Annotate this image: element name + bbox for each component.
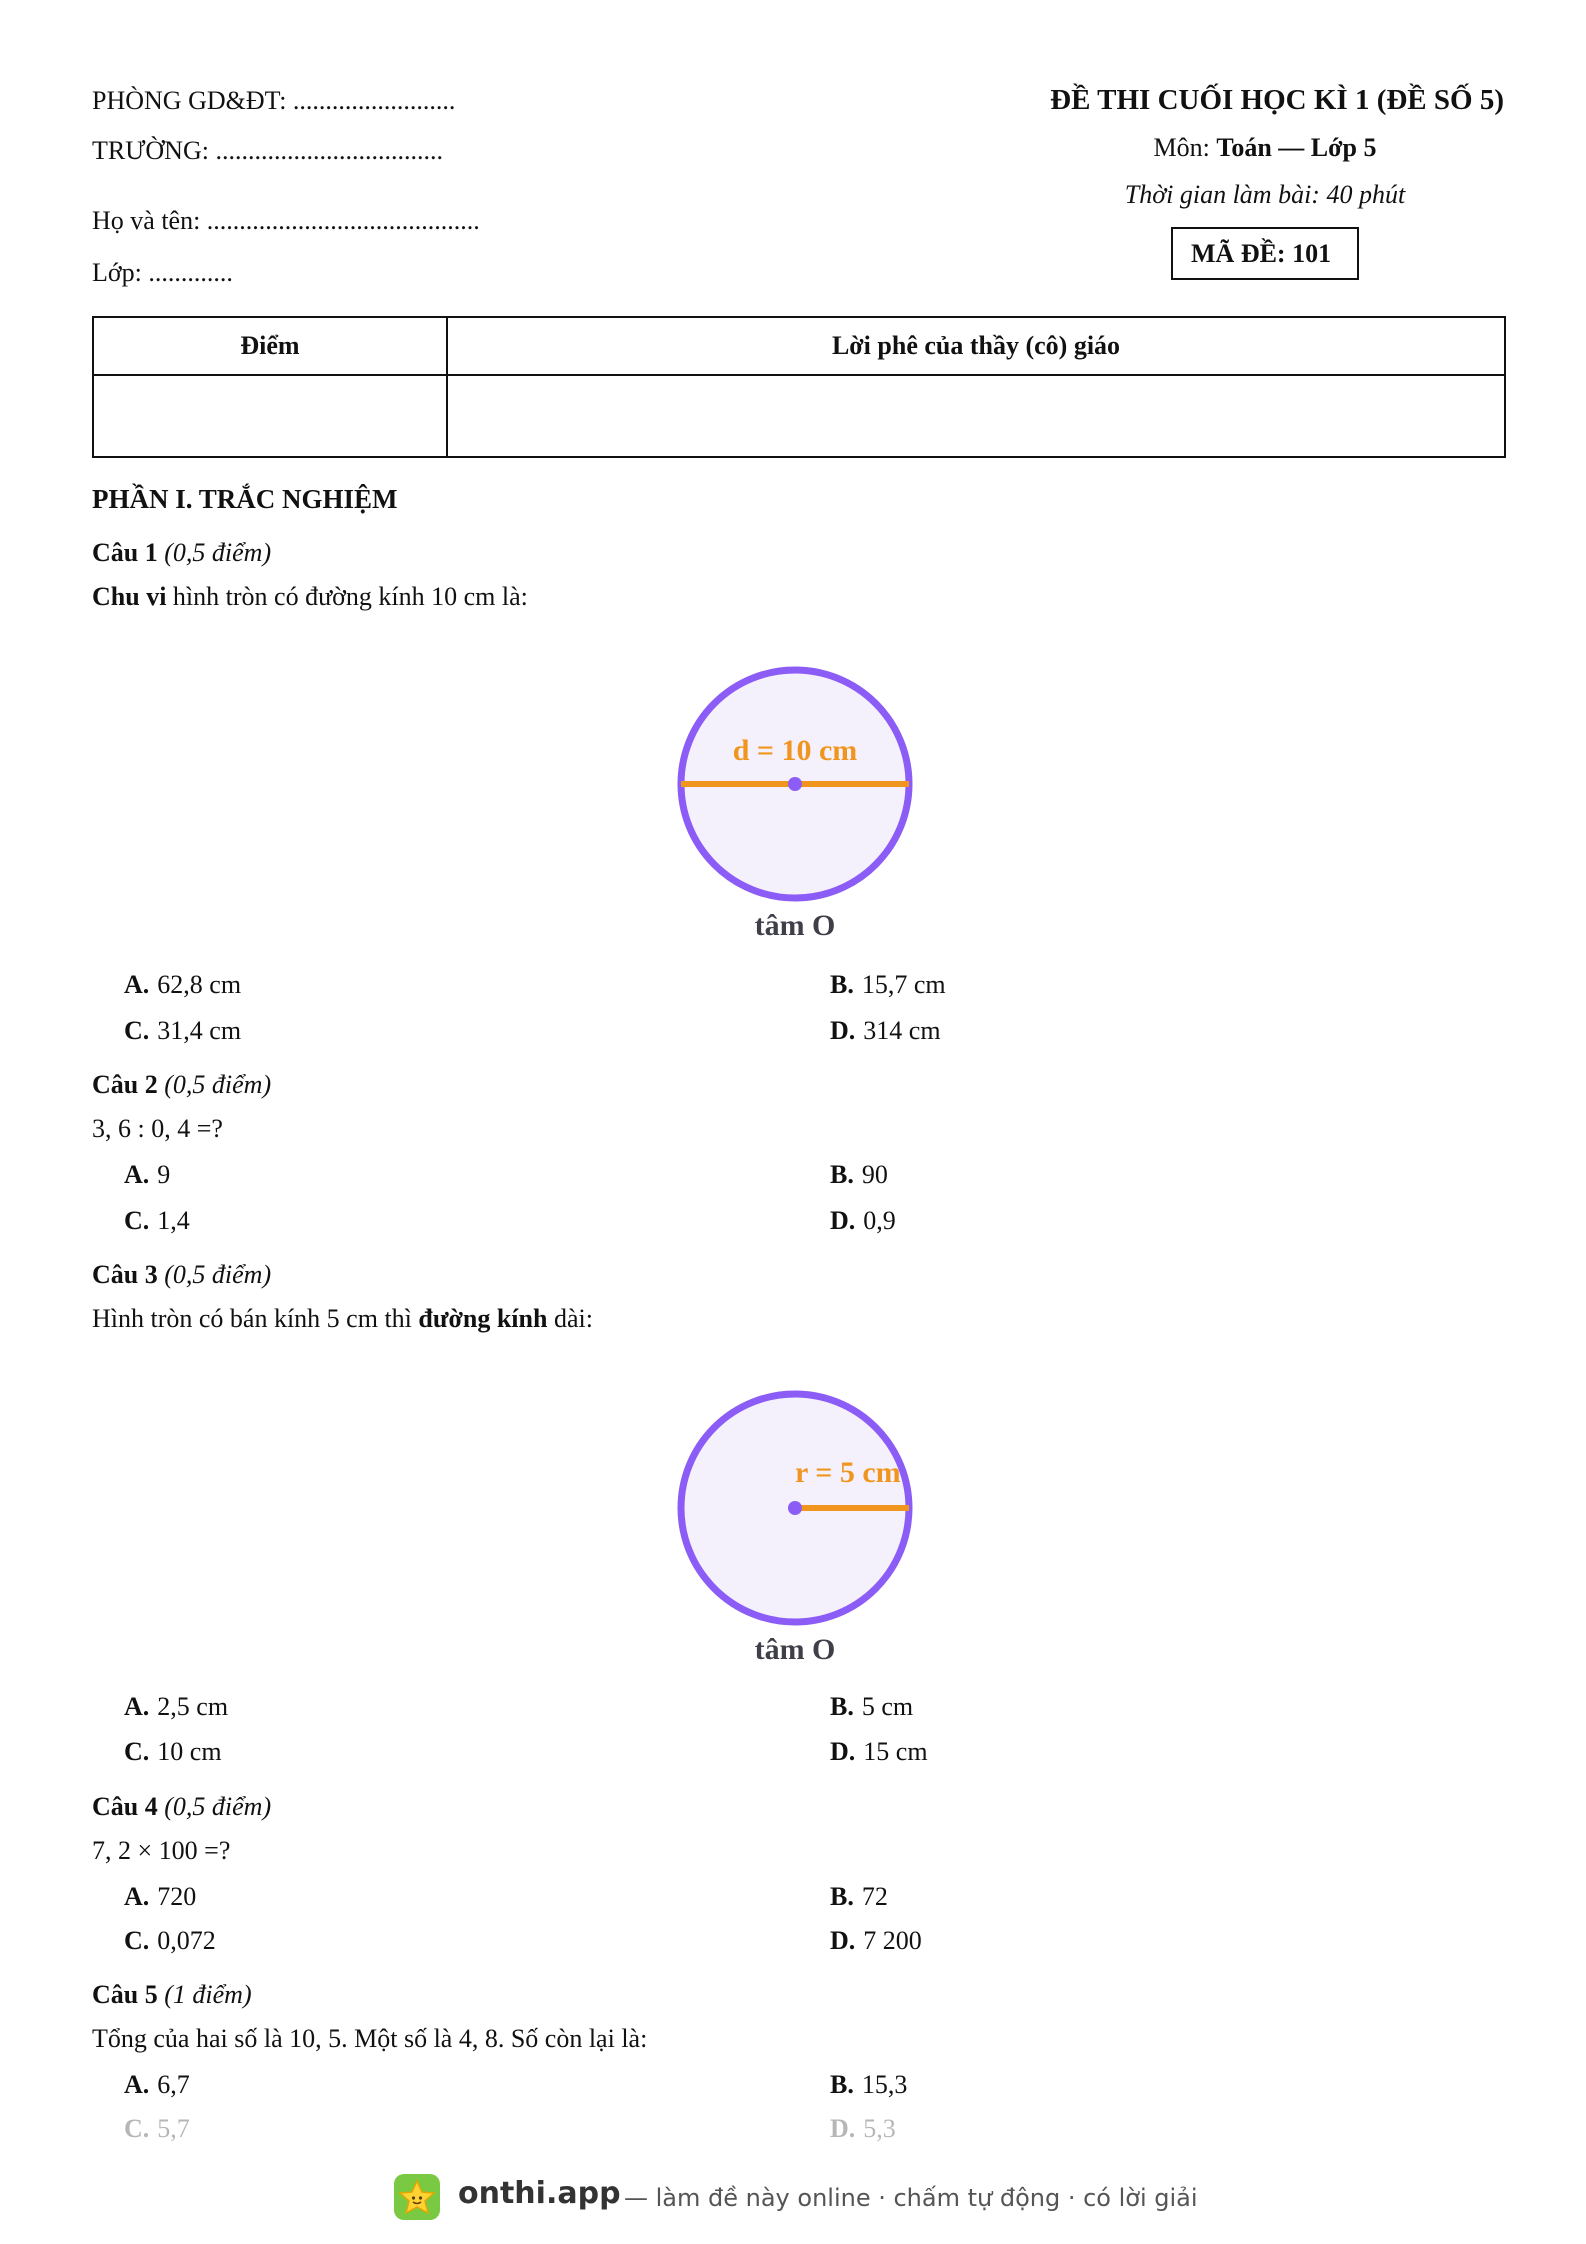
option-a (124, 1882, 196, 1912)
subject-line (1154, 133, 1377, 163)
question-points: (0,5 điểm) (164, 1792, 272, 1821)
option-c (124, 1206, 190, 1236)
question-2-heading (92, 1070, 271, 1100)
question-1-text (92, 582, 528, 612)
exam-title: ĐỀ THI CUỐI HỌC KÌ 1 (ĐỀ SỐ 5) (1050, 84, 1504, 116)
question-3-text (92, 1304, 593, 1334)
option-letter: D. (830, 1016, 856, 1045)
subject-prefix: Môn: (1153, 133, 1217, 162)
circle-radius-figure (660, 1384, 930, 1674)
question-points: (0,5 điểm) (164, 1260, 272, 1289)
option-text: 90 (861, 1160, 888, 1189)
option-letter: D. (830, 1737, 856, 1766)
option-letter: A. (124, 1882, 150, 1911)
footer-brand[interactable]: onthi.app (458, 2176, 621, 2211)
option-text: 1,4 (157, 1206, 190, 1235)
option-text: 7 200 (863, 1926, 922, 1955)
option-text: 10 cm (157, 1737, 222, 1766)
option-a (124, 970, 241, 1000)
center-label: tâm O (754, 1633, 836, 1666)
dept-line: PHÒNG GD&ĐT: ......................... (92, 86, 456, 115)
option-text: 314 cm (863, 1016, 941, 1045)
footer-tagline: — làm đề này online · chấm tự động · có lời giải (624, 2184, 1198, 2212)
option-d (830, 1016, 941, 1046)
score-cell (93, 375, 447, 457)
option-letter: B. (830, 1160, 854, 1189)
question-points: (0,5 điểm) (164, 1070, 272, 1099)
option-d (830, 1926, 922, 1956)
option-c (124, 1016, 241, 1046)
question-4-heading (92, 1792, 271, 1822)
school-line: TRƯỜNG: ................................... (92, 136, 443, 165)
option-letter: A. (124, 1160, 150, 1189)
question-label: Câu 2 (92, 1070, 158, 1099)
option-letter: D. (830, 1926, 856, 1955)
option-letter: C. (124, 2114, 150, 2143)
option-letter: B. (830, 2070, 854, 2099)
question-label: Câu 4 (92, 1792, 158, 1821)
center-label: tâm O (754, 909, 836, 942)
option-letter: A. (124, 2070, 150, 2099)
option-text: 9 (157, 1160, 171, 1189)
question-3-heading (92, 1260, 271, 1290)
radius-label: r = 5 cm (795, 1456, 901, 1489)
option-letter: C. (124, 1737, 150, 1766)
option-text: 15,3 (861, 2070, 908, 2099)
option-text: 720 (157, 1882, 197, 1911)
question-points: (1 điểm) (164, 1980, 252, 2009)
option-c (124, 1737, 222, 1767)
option-text: 0,9 (863, 1206, 896, 1235)
question-label: Câu 5 (92, 1980, 158, 2009)
class-line: Lớp: ............. (92, 258, 233, 287)
option-text: 5,7 (157, 2114, 190, 2143)
star-icon (394, 2174, 440, 2220)
option-c (124, 1926, 216, 1956)
subject-name: Toán — Lớp 5 (1216, 133, 1377, 162)
student-name-line: Họ và tên: .......................................... (92, 206, 480, 235)
option-letter: C. (124, 1206, 150, 1235)
option-text: 5 cm (861, 1692, 914, 1721)
comment-cell (447, 375, 1505, 457)
option-text: 72 (861, 1882, 888, 1911)
option-letter: B. (830, 1692, 854, 1721)
center-point (788, 777, 802, 791)
option-text: 6,7 (157, 2070, 190, 2099)
option-letter: B. (830, 1882, 854, 1911)
question-label: Câu 3 (92, 1260, 158, 1289)
option-letter: D. (830, 2114, 856, 2143)
option-text: 5,3 (863, 2114, 896, 2143)
question-1-heading (92, 538, 271, 568)
option-a (124, 2070, 190, 2100)
question-4-text: 7, 2 × 100 =? (92, 1836, 231, 1865)
question-1-text-rest: hình tròn có đường kính 10 cm là: (166, 582, 528, 611)
option-text: 31,4 cm (157, 1016, 242, 1045)
circle-diameter-figure (660, 660, 930, 950)
option-text: 0,072 (157, 1926, 216, 1955)
option-text: 2,5 cm (157, 1692, 229, 1721)
option-d (830, 1737, 928, 1767)
option-b (830, 1882, 888, 1912)
question-5-text: Tổng của hai số là 10, 5. Một số là 4, 8. Số còn lại là: (92, 2024, 648, 2053)
option-a (124, 1692, 228, 1722)
option-letter: A. (124, 1692, 150, 1721)
option-letter: A. (124, 970, 150, 999)
option-d (830, 2114, 896, 2144)
option-text: 62,8 cm (157, 970, 242, 999)
option-b (830, 1160, 888, 1190)
question-1-keyword: Chu vi (92, 582, 167, 611)
option-b (830, 970, 946, 1000)
option-text: 15,7 cm (861, 970, 946, 999)
option-letter: C. (124, 1926, 150, 1955)
comment-header: Lời phê của thầy (cô) giáo (447, 317, 1505, 375)
question-2-text: 3, 6 : 0, 4 =? (92, 1114, 223, 1143)
option-b (830, 1692, 913, 1722)
option-b (830, 2070, 907, 2100)
question-label: Câu 1 (92, 538, 158, 567)
option-text: 15 cm (863, 1737, 928, 1766)
option-letter: B. (830, 970, 854, 999)
center-point (788, 1501, 802, 1515)
option-letter: C. (124, 1016, 150, 1045)
footer-banner[interactable] (0, 2160, 1586, 2240)
option-c (124, 2114, 190, 2144)
question-points: (0,5 điểm) (164, 538, 272, 567)
option-a (124, 1160, 170, 1190)
question-3-keyword: đường kính (418, 1304, 548, 1333)
time-line: Thời gian làm bài: 40 phút (1124, 180, 1406, 209)
option-letter: D. (830, 1206, 856, 1235)
onthi-logo (394, 2174, 440, 2220)
question-5-heading (92, 1980, 252, 2010)
score-header: Điểm (93, 317, 447, 375)
question-3-text-before: Hình tròn có bán kính 5 cm thì (92, 1304, 419, 1333)
option-d (830, 1206, 896, 1236)
diameter-label: d = 10 cm (732, 734, 858, 767)
exam-code-box: MÃ ĐỀ: 101 (1171, 227, 1359, 280)
question-3-text-after: dài: (547, 1304, 593, 1333)
section-heading: PHẦN I. TRẮC NGHIỆM (92, 484, 398, 514)
score-table (92, 316, 1506, 458)
